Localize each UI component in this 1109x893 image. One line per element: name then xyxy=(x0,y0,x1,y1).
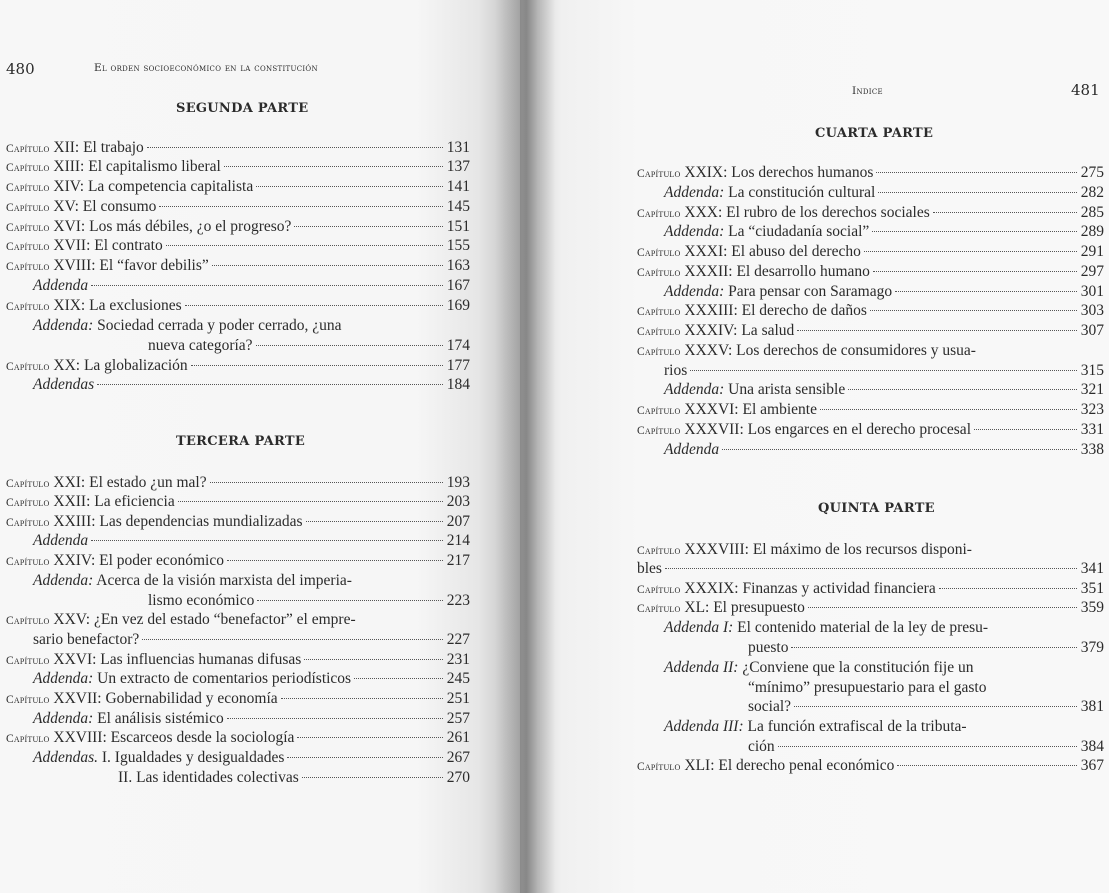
toc-addenda[interactable] xyxy=(33,669,470,689)
toc-addenda-continuation[interactable] xyxy=(748,678,1104,698)
entry-title: XL: El presupuesto xyxy=(680,599,805,616)
leader-dots xyxy=(191,365,443,366)
toc-entry[interactable] xyxy=(6,492,470,512)
entry-title: XXIV: El poder económico xyxy=(49,552,224,569)
part-title-quinta: QUINTA PARTE xyxy=(818,501,935,516)
chapter-label: Capítulo xyxy=(6,202,50,214)
toc-addenda[interactable] xyxy=(33,316,470,336)
addenda-label: Addenda: xyxy=(664,381,725,398)
leader-dots xyxy=(870,310,1077,311)
page-number: 261 xyxy=(446,729,470,746)
leader-dots xyxy=(210,482,443,483)
page-number: 270 xyxy=(446,769,470,786)
addenda-label: Addenda III: xyxy=(664,718,744,735)
leader-dots xyxy=(872,231,1077,232)
chapter-label: Capítulo xyxy=(6,301,50,313)
leader-dots xyxy=(848,389,1077,390)
chapter-label: Capítulo xyxy=(6,361,50,373)
toc-addenda[interactable] xyxy=(33,531,470,551)
page-number: 163 xyxy=(446,257,470,274)
entry-title-cont: bles xyxy=(637,560,662,577)
leader-dots xyxy=(178,501,443,502)
chapter-label: Capítulo xyxy=(6,162,50,174)
toc-entry[interactable] xyxy=(637,262,1104,282)
entry-title: XIX: La exclusiones xyxy=(49,297,182,314)
leader-dots xyxy=(974,429,1077,430)
toc-entry[interactable] xyxy=(637,756,1104,776)
leader-dots xyxy=(147,147,443,148)
page-number: 289 xyxy=(1080,223,1104,240)
entry-title: El contenido material de la ley de presu- xyxy=(733,619,989,636)
leader-dots xyxy=(797,330,1077,331)
toc-entry[interactable] xyxy=(637,203,1104,223)
addenda-label: Addenda: xyxy=(33,710,94,727)
page-number: 367 xyxy=(1080,757,1104,774)
part-title-tercera: TERCERA PARTE xyxy=(176,434,306,449)
leader-dots xyxy=(690,370,1077,371)
toc-entry[interactable] xyxy=(637,242,1104,262)
leader-dots xyxy=(166,245,443,246)
entry-title: XLI: El derecho penal económico xyxy=(680,757,895,774)
toc-entry[interactable] xyxy=(637,341,1104,361)
toc-addenda-continuation[interactable] xyxy=(148,591,470,611)
toc-entry[interactable] xyxy=(637,163,1104,183)
entry-title: XIII: El capitalismo liberal xyxy=(49,158,221,175)
entry-title: La constitución cultural xyxy=(724,184,876,201)
toc-addenda[interactable] xyxy=(33,709,470,729)
leader-dots xyxy=(256,345,443,346)
entry-title-cont: lismo económico xyxy=(148,592,255,609)
entry-title: XXXIII: El derecho de daños xyxy=(680,302,867,319)
leader-dots xyxy=(808,607,1077,608)
leader-dots xyxy=(778,746,1077,747)
addenda-label: Addenda II: xyxy=(664,659,739,676)
page-number: 291 xyxy=(1080,243,1104,260)
entry-title: Una arista sensible xyxy=(724,381,846,398)
toc-entry[interactable] xyxy=(6,610,470,630)
chapter-label: Capítulo xyxy=(6,478,50,490)
page-number: 251 xyxy=(446,690,470,707)
entry-title: Acerca de la visión marxista del imperia- xyxy=(93,572,352,589)
chapter-label: Capítulo xyxy=(637,545,681,557)
leader-dots xyxy=(91,285,443,286)
toc-addenda-continuation[interactable] xyxy=(148,336,470,356)
toc-entry[interactable] xyxy=(6,473,470,493)
page-number: 214 xyxy=(446,532,470,549)
page-number: 227 xyxy=(446,631,470,648)
toc-entry-continuation[interactable] xyxy=(664,361,1104,381)
toc-entry[interactable] xyxy=(6,728,470,748)
leader-dots xyxy=(897,765,1077,766)
leader-dots xyxy=(876,172,1077,173)
page-number: 257 xyxy=(446,710,470,727)
page-number: 203 xyxy=(446,493,470,510)
toc-addenda[interactable] xyxy=(664,440,1104,460)
toc-entry[interactable] xyxy=(6,512,470,532)
entry-title: Un extracto de comentarios periodísticos xyxy=(93,670,352,687)
left-folio: 480 xyxy=(6,60,35,78)
chapter-label: Capítulo xyxy=(637,425,681,437)
leader-dots xyxy=(142,639,443,640)
entry-title: XXXVII: Los engarces en el derecho procesal xyxy=(680,421,971,438)
leader-dots xyxy=(722,449,1077,450)
entry-title: XVI: Los más débiles, ¿o el progreso? xyxy=(49,218,292,235)
toc-entry[interactable] xyxy=(6,138,470,158)
entry-title: Sociedad cerrada y poder cerrado, ¿una xyxy=(93,317,342,334)
page-number: 359 xyxy=(1080,599,1104,616)
page-number: 137 xyxy=(446,158,470,175)
chapter-label: Capítulo xyxy=(637,168,681,180)
page-number: 151 xyxy=(446,218,470,235)
page-number: 303 xyxy=(1080,302,1104,319)
leader-dots xyxy=(864,251,1077,252)
leader-dots xyxy=(257,600,443,601)
toc-entry[interactable] xyxy=(6,256,470,276)
entry-title: XXXIV: La salud xyxy=(680,322,795,339)
entry-title: XXIX: Los derechos humanos xyxy=(680,164,874,181)
page-number: 282 xyxy=(1080,184,1104,201)
page-number: 331 xyxy=(1080,421,1104,438)
leader-dots xyxy=(159,206,443,207)
toc-entry[interactable] xyxy=(6,551,470,571)
page-number: 351 xyxy=(1080,580,1104,597)
leader-dots xyxy=(895,291,1077,292)
toc-addenda[interactable] xyxy=(664,658,1104,678)
page-number: 341 xyxy=(1080,560,1104,577)
entry-title: XV: El consumo xyxy=(49,198,157,215)
addenda-label: Addenda I: xyxy=(664,619,734,636)
toc-entry[interactable] xyxy=(6,236,470,256)
chapter-label: Capítulo xyxy=(6,182,50,194)
chapter-label: Capítulo xyxy=(637,584,681,596)
page-number: 231 xyxy=(446,651,470,668)
toc-entry[interactable] xyxy=(637,598,1104,618)
chapter-label: Capítulo xyxy=(6,261,50,273)
part-title-cuarta: CUARTA PARTE xyxy=(815,126,934,141)
entry-title: II. Las identidades colectivas xyxy=(118,769,299,786)
leader-dots xyxy=(306,521,443,522)
toc-addenda[interactable] xyxy=(664,618,1104,638)
toc-entry[interactable] xyxy=(637,301,1104,321)
toc-addenda-continuation[interactable] xyxy=(748,697,1104,717)
entry-title: XVIII: El “favor debilis” xyxy=(49,257,209,274)
entry-title: El análisis sistémico xyxy=(93,710,224,727)
chapter-label: Capítulo xyxy=(637,267,681,279)
entry-title: XVII: El contrato xyxy=(49,237,163,254)
page-number: 245 xyxy=(446,670,470,687)
page-number: 315 xyxy=(1080,362,1104,379)
leader-dots xyxy=(354,678,443,679)
entry-title: XXXIX: Finanzas y actividad financiera xyxy=(680,580,936,597)
leader-dots xyxy=(297,737,443,738)
entry-title: XII: El trabajo xyxy=(49,139,144,156)
leader-dots xyxy=(256,186,443,187)
chapter-label: Capítulo xyxy=(6,694,50,706)
page-number: 131 xyxy=(446,139,470,156)
toc-entry[interactable] xyxy=(637,321,1104,341)
addenda-label: Addenda: xyxy=(664,223,725,240)
toc-addenda-continuation[interactable] xyxy=(748,737,1104,757)
page-number: 193 xyxy=(446,474,470,491)
entry-title: XIV: La competencia capitalista xyxy=(49,178,254,195)
page-number: 184 xyxy=(446,376,470,393)
chapter-label: Capítulo xyxy=(6,222,50,234)
page-number: 321 xyxy=(1080,381,1104,398)
entry-title: Para pensar con Saramago xyxy=(724,283,893,300)
toc-addenda-continuation[interactable] xyxy=(748,638,1104,658)
entry-title: XXXV: Los derechos de consumidores y usua- xyxy=(680,342,976,359)
leader-dots xyxy=(794,706,1077,707)
toc-addenda[interactable] xyxy=(664,183,1104,203)
leader-dots xyxy=(820,409,1077,410)
page-number: 174 xyxy=(446,337,470,354)
chapter-label: Capítulo xyxy=(6,655,50,667)
addenda-label: Addenda: xyxy=(664,283,725,300)
leader-dots xyxy=(302,777,443,778)
page-number: 307 xyxy=(1080,322,1104,339)
entry-title: XXXVI: El ambiente xyxy=(680,401,817,418)
addenda-label: Addenda xyxy=(664,441,720,458)
chapter-label: Capítulo xyxy=(6,615,50,627)
toc-entry[interactable] xyxy=(6,356,470,376)
toc-entry[interactable] xyxy=(637,540,1104,560)
entry-title: XXV: ¿En vez del estado “benefactor” el empre- xyxy=(49,611,356,628)
addenda-label: Addendas xyxy=(33,376,95,393)
chapter-label: Capítulo xyxy=(637,761,681,773)
toc-entry-continuation[interactable] xyxy=(637,559,1104,579)
book-gutter-shadow xyxy=(495,0,555,893)
toc-entry[interactable] xyxy=(6,157,470,177)
page-number: 177 xyxy=(446,357,470,374)
entry-title-cont: sario benefactor? xyxy=(33,631,140,648)
chapter-label: Capítulo xyxy=(637,247,681,259)
chapter-label: Capítulo xyxy=(6,143,50,155)
leader-dots xyxy=(185,305,443,306)
chapter-label: Capítulo xyxy=(6,497,50,509)
addenda-label: Addenda: xyxy=(33,317,94,334)
leader-dots xyxy=(224,166,443,167)
entry-title: XXVII: Gobernabilidad y economía xyxy=(49,690,278,707)
entry-title-cont: rios xyxy=(664,362,688,379)
page-number: 267 xyxy=(446,749,470,766)
toc-addenda[interactable] xyxy=(664,717,1104,737)
chapter-label: Capítulo xyxy=(637,405,681,417)
addenda-label: Addenda: xyxy=(664,184,725,201)
toc-entry-continuation[interactable] xyxy=(33,630,470,650)
chapter-label: Capítulo xyxy=(637,326,681,338)
entry-title: XXIII: Las dependencias mundializadas xyxy=(49,513,303,530)
chapter-label: Capítulo xyxy=(6,733,50,745)
page-number: 145 xyxy=(446,198,470,215)
leader-dots xyxy=(791,647,1077,648)
entry-title: XXII: La eficiencia xyxy=(49,493,175,510)
leader-dots xyxy=(287,757,443,758)
right-running-head: Indice xyxy=(852,85,883,97)
toc-entry[interactable] xyxy=(6,197,470,217)
page-number: 338 xyxy=(1080,441,1104,458)
entry-title: XXXVIII: El máximo de los recursos disponi- xyxy=(680,541,972,558)
page-number: 297 xyxy=(1080,263,1104,280)
toc-entry[interactable] xyxy=(6,689,470,709)
page-number: 275 xyxy=(1080,164,1104,181)
page-number: 381 xyxy=(1080,698,1104,715)
left-running-head: El orden socioeconómico en la constitución xyxy=(94,62,318,74)
part-title-segunda: SEGUNDA PARTE xyxy=(176,101,309,116)
page-number: 384 xyxy=(1080,738,1104,755)
entry-title-cont: “mínimo” presupuestario para el gasto xyxy=(748,679,987,696)
leader-dots xyxy=(227,718,443,719)
leader-dots xyxy=(873,271,1077,272)
toc-entry[interactable] xyxy=(637,579,1104,599)
entry-title: I. Igualdades y desigualdades xyxy=(98,749,285,766)
toc-addenda[interactable] xyxy=(664,222,1104,242)
chapter-label: Capítulo xyxy=(637,208,681,220)
leader-dots xyxy=(939,588,1077,589)
entry-title: ¿Conviene que la constitución fije un xyxy=(738,659,974,676)
page-number: 155 xyxy=(446,237,470,254)
entry-title: La función extrafiscal de la tributa- xyxy=(743,718,967,735)
entry-title: XXXII: El desarrollo humano xyxy=(680,263,870,280)
entry-title-cont: social? xyxy=(748,698,792,715)
leader-dots xyxy=(933,212,1077,213)
toc-addenda[interactable] xyxy=(33,276,470,296)
addenda-label: Addenda xyxy=(33,532,89,549)
entry-title: XXX: El rubro de los derechos sociales xyxy=(680,204,930,221)
leader-dots xyxy=(227,560,443,561)
entry-title-cont: ción xyxy=(748,738,775,755)
toc-addenda[interactable] xyxy=(664,380,1104,400)
page-number: 207 xyxy=(446,513,470,530)
page-number: 285 xyxy=(1080,204,1104,221)
chapter-label: Capítulo xyxy=(637,306,681,318)
leader-dots xyxy=(281,698,443,699)
leader-dots xyxy=(91,540,443,541)
chapter-label: Capítulo xyxy=(6,517,50,529)
entry-title: La “ciudadanía social” xyxy=(724,223,870,240)
toc-entry[interactable] xyxy=(6,296,470,316)
entry-title: XXI: El estado ¿un mal? xyxy=(49,474,207,491)
addenda-label: Addenda xyxy=(33,277,89,294)
toc-addenda[interactable] xyxy=(33,375,470,395)
entry-title-cont: nueva categoría? xyxy=(148,337,253,354)
addenda-label: Addendas. xyxy=(33,749,99,766)
entry-title: XXVIII: Escarceos desde la sociología xyxy=(49,729,295,746)
toc-entry[interactable] xyxy=(6,650,470,670)
toc-addenda[interactable] xyxy=(33,748,470,768)
page-number: 379 xyxy=(1080,639,1104,656)
page-number: 169 xyxy=(446,297,470,314)
toc-entry[interactable] xyxy=(6,177,470,197)
chapter-label: Capítulo xyxy=(637,603,681,615)
chapter-label: Capítulo xyxy=(6,556,50,568)
toc-addenda[interactable] xyxy=(664,282,1104,302)
page-number: 141 xyxy=(446,178,470,195)
leader-dots xyxy=(212,265,443,266)
leader-dots xyxy=(97,384,443,385)
entry-title: XX: La globalización xyxy=(49,357,188,374)
page-number: 217 xyxy=(446,552,470,569)
entry-title: XXXI: El abuso del derecho xyxy=(680,243,861,260)
leader-dots xyxy=(304,659,443,660)
right-folio: 481 xyxy=(1071,81,1100,99)
page-number: 167 xyxy=(446,277,470,294)
entry-title: XXVI: Las influencias humanas difusas xyxy=(49,651,302,668)
toc-addenda[interactable] xyxy=(118,768,470,788)
leader-dots xyxy=(878,192,1077,193)
toc-entry[interactable] xyxy=(637,400,1104,420)
toc-entry[interactable] xyxy=(637,420,1104,440)
addenda-label: Addenda: xyxy=(33,572,94,589)
toc-entry[interactable] xyxy=(6,217,470,237)
chapter-label: Capítulo xyxy=(637,346,681,358)
page-number: 301 xyxy=(1080,283,1104,300)
entry-title-cont: puesto xyxy=(748,639,789,656)
addenda-label: Addenda: xyxy=(33,670,94,687)
leader-dots xyxy=(294,226,443,227)
toc-addenda[interactable] xyxy=(33,571,470,591)
chapter-label: Capítulo xyxy=(6,241,50,253)
page-number: 323 xyxy=(1080,401,1104,418)
page-number: 223 xyxy=(446,592,470,609)
leader-dots xyxy=(665,568,1077,569)
